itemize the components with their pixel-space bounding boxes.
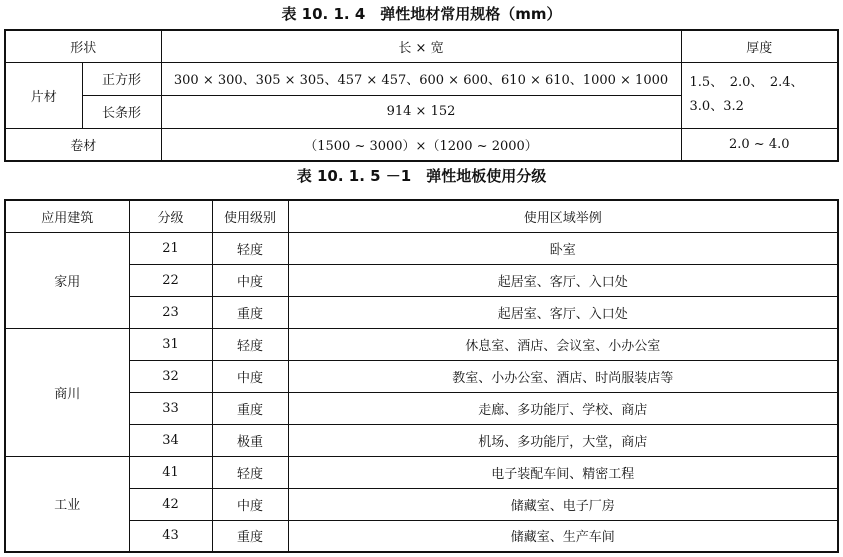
- level-cell: 中度: [212, 264, 288, 296]
- table-row: [5, 424, 838, 456]
- grade-cell: 41: [129, 456, 212, 488]
- square-row: [5, 62, 838, 95]
- grade-cell: 31: [129, 328, 212, 360]
- level-cell: 中度: [212, 488, 288, 520]
- level-cell: 轻度: [212, 328, 288, 360]
- group-name: 家用: [5, 232, 129, 328]
- table-row: [5, 264, 838, 296]
- examples-cell: 机场、多功能厅，大堂，商店: [288, 424, 838, 456]
- header-size: 长 × 宽: [161, 30, 681, 62]
- grade-cell: 23: [129, 296, 212, 328]
- group-name: 商川: [5, 328, 129, 456]
- level-cell: 极重: [212, 424, 288, 456]
- roll-thickness: 2.0 ~ 4.0: [681, 128, 838, 161]
- table-row: [5, 360, 838, 392]
- sheet-thickness: 1.5、 2.0、 2.4、 3.0、3.2: [681, 62, 838, 128]
- table1-title: 表 10. 1. 4 弹性地材常用规格（mm）: [281, 5, 562, 23]
- examples-cell: 走廊、多功能厅、学校、商店: [288, 392, 838, 424]
- group-name: 工业: [5, 456, 129, 552]
- examples-cell: 储藏室、生产车间: [288, 520, 838, 552]
- grade-header-row: [5, 200, 838, 232]
- level-cell: 轻度: [212, 456, 288, 488]
- table-row: [5, 328, 838, 360]
- table-row: [5, 232, 838, 264]
- examples-cell: 储藏室、电子厂房: [288, 488, 838, 520]
- header-level: 使用级别: [212, 200, 288, 232]
- table2-title: 表 10. 1. 5 －1 弹性地板使用分级: [296, 167, 547, 185]
- level-cell: 中度: [212, 360, 288, 392]
- strip-sizes: 914 × 152: [161, 95, 681, 128]
- grade-cell: 21: [129, 232, 212, 264]
- grade-cell: 32: [129, 360, 212, 392]
- grade-cell: 22: [129, 264, 212, 296]
- examples-cell: 起居室、客厅、入口处: [288, 264, 838, 296]
- examples-cell: 休息室、酒店、会议室、小办公室: [288, 328, 838, 360]
- square-sizes: 300 × 300、305 × 305、457 × 457、600 × 600、610 × 610、1000 × 1000: [161, 62, 681, 95]
- roll-label: 卷材: [5, 128, 161, 161]
- table-row: [5, 520, 838, 552]
- grade-table: [4, 199, 839, 553]
- examples-cell: 教室、小办公室、酒店、时尚服装店等: [288, 360, 838, 392]
- square-label: 正方形: [82, 62, 161, 95]
- roll-row: [5, 128, 838, 161]
- header-grade: 分级: [129, 200, 212, 232]
- grade-cell: 34: [129, 424, 212, 456]
- strip-label: 长条形: [82, 95, 161, 128]
- header-thickness: 厚度: [681, 30, 838, 62]
- header-building: 应用建筑: [5, 200, 129, 232]
- level-cell: 轻度: [212, 232, 288, 264]
- header-examples: 使用区域举例: [288, 200, 838, 232]
- examples-cell: 起居室、客厅、入口处: [288, 296, 838, 328]
- examples-cell: 卧室: [288, 232, 838, 264]
- level-cell: 重度: [212, 296, 288, 328]
- table-row: [5, 456, 838, 488]
- grade-cell: 33: [129, 392, 212, 424]
- sheet-label: 片材: [5, 62, 82, 128]
- grade-cell: 43: [129, 520, 212, 552]
- header-shape: 形状: [5, 30, 161, 62]
- spec-header-row: [5, 30, 838, 62]
- spec-table: [4, 29, 839, 162]
- level-cell: 重度: [212, 520, 288, 552]
- roll-sizes: （1500 ~ 3000）×（1200 ~ 2000）: [161, 128, 681, 161]
- grade-cell: 42: [129, 488, 212, 520]
- table-row: [5, 488, 838, 520]
- table-row: [5, 392, 838, 424]
- table-row: [5, 296, 838, 328]
- level-cell: 重度: [212, 392, 288, 424]
- examples-cell: 电子装配车间、精密工程: [288, 456, 838, 488]
